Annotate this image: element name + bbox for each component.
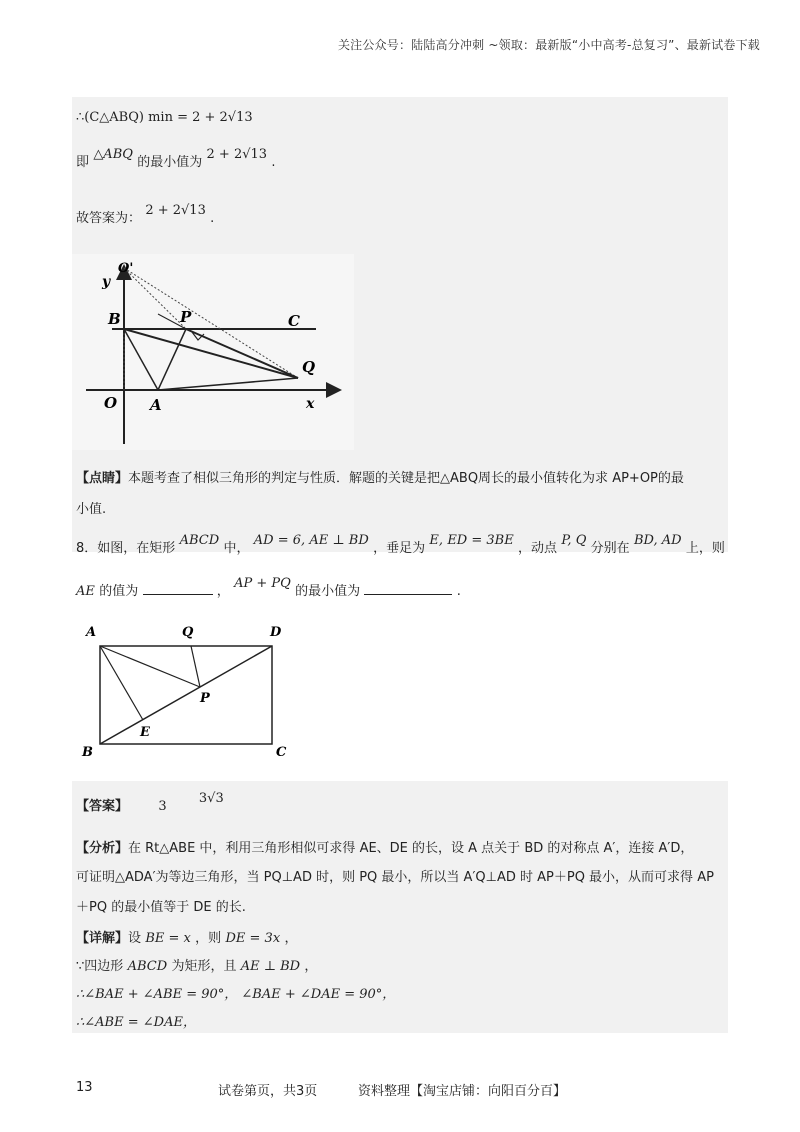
math-abcd-rect: ABCD [127, 959, 168, 974]
text: ，动点 [518, 541, 558, 556]
text: ，则 [195, 931, 222, 946]
label-c: C [276, 745, 287, 760]
text: 分别在 [590, 541, 630, 556]
text: 故答案为： [76, 211, 142, 226]
math-ap-pq: AP + PQ [234, 576, 291, 591]
solution-line-2 [76, 147, 276, 173]
text: 8．如图，在矩形 [76, 541, 176, 556]
segment-pq [186, 329, 298, 378]
label-x: x [306, 396, 315, 412]
footer-center: 试卷第页，共3页 [218, 1084, 318, 1099]
math-ad: AD = 6, [253, 533, 306, 548]
text: 设 [128, 931, 142, 946]
dotted-oprime-q [124, 268, 298, 378]
solution-line-3 [76, 203, 215, 229]
math-ae: AE [76, 584, 95, 599]
segment-bq [124, 329, 298, 378]
label-y: y [102, 274, 111, 290]
math-e: E, [429, 533, 444, 548]
label-q: Q [182, 625, 194, 640]
page-number: 13 [76, 1080, 93, 1095]
answer-tag: 【答案】 [76, 799, 129, 814]
text: 的最小值为 [295, 584, 361, 599]
math-be-x: BE = x [145, 931, 191, 946]
text: 的值为 [99, 584, 139, 599]
label-o-prime: O' [118, 261, 134, 276]
math-answer: 2 + 2√13 [145, 203, 206, 218]
answer-line [76, 791, 224, 817]
math-ae-perp-bd: AE ⊥ BD [309, 533, 369, 548]
label-b: B [82, 745, 93, 760]
detail-line-1 [76, 928, 297, 949]
label-p: P [180, 308, 192, 326]
comment-tag: 【点睛】 [76, 471, 129, 486]
problem-8-line-2 [76, 576, 461, 602]
label-b: B [108, 310, 121, 328]
label-o: O [104, 394, 118, 412]
text: ， [284, 931, 298, 946]
label-e: E [140, 725, 150, 740]
detail-line-2 [76, 956, 317, 977]
segment-ap [100, 646, 200, 687]
analysis-text-1: 在 Rt△ABE 中，利用三角形相似可求得 AE、DE 的长，设 A 点关于 BD 的对称点 A′，连接 A′D， [128, 841, 694, 856]
page-header: 关注公众号：陆陆高分冲刺 ~领取：最新版“小中高考-总复习”、最新试卷下载 [337, 38, 760, 52]
math-bd-ad: BD, AD [633, 533, 682, 548]
detail-tag: 【详解】 [76, 931, 129, 946]
figure-rectangle-diagram [78, 620, 298, 760]
comment-text-1: 本题考查了相似三角形的判定与性质．解题的关键是把△ABQ周长的最小值转化为求 AP+OP的最 [128, 471, 684, 486]
label-c: C [288, 312, 300, 330]
diagonal-bd [100, 646, 272, 744]
problem-8-line-1 [76, 533, 725, 559]
footer-right: 资料整理【淘宝店铺：向阳百分百】 [358, 1084, 567, 1099]
math-ed: ED = 3BE [447, 533, 514, 548]
figure-coordinate-diagram [72, 254, 354, 450]
text: ， [304, 959, 318, 974]
detail-line-3: ∴∠BAE + ∠ABE = 90°， ∠BAE + ∠DAE = 90°， [76, 987, 396, 1002]
label-a: A [150, 396, 162, 414]
figure-rectangle-svg [78, 620, 298, 760]
comment-line-2: 小值. [76, 502, 107, 517]
answer-blank-1[interactable] [143, 580, 213, 595]
answer-value-1: 3 [158, 799, 167, 814]
text: ，垂足为 [373, 541, 426, 556]
segment-ae [100, 646, 143, 720]
segment-ap [158, 329, 186, 390]
math-abcd: ABCD [179, 533, 220, 548]
text: 为矩形，且 [171, 959, 237, 974]
text: 上，则 [685, 541, 725, 556]
comment-line-1 [76, 468, 684, 489]
dotted-oprime-p [124, 268, 186, 329]
text: . [271, 155, 276, 170]
detail-line-4: ∴∠ABE = ∠DAE， [76, 1015, 196, 1030]
math-de-3x: DE = 3x [225, 931, 281, 946]
answer-value-2: 3√3 [198, 791, 224, 806]
figure-coordinate-svg [72, 254, 354, 450]
math-min-value: 2 + 2√13 [206, 147, 268, 162]
label-d: D [270, 625, 282, 640]
text: ， [216, 584, 230, 599]
math-triangle-abq: △ABQ [93, 147, 133, 162]
answer-blank-2[interactable] [364, 580, 452, 595]
analysis-line-1 [76, 838, 693, 859]
text: 中， [223, 541, 250, 556]
solution-line-1: ∴(C△ABQ) min = 2 + 2√13 [76, 110, 253, 125]
text: ∵四边形 [76, 959, 124, 974]
segment-aq [158, 378, 298, 390]
text: . [210, 211, 215, 226]
text: 的最小值为 [137, 155, 203, 170]
segment-pq [191, 646, 200, 687]
analysis-line-3: ＋PQ 的最小值等于 DE 的长. [76, 900, 246, 915]
label-a: A [86, 625, 97, 640]
text: 即 [76, 155, 90, 170]
analysis-line-2: 可证明△ADA′为等边三角形，当 PQ⊥AD 时，则 PQ 最小，所以当 A′Q⊥AD 时 AP＋PQ 最小，从而可求得 AP [76, 870, 714, 885]
label-p: P [200, 691, 210, 706]
label-q: Q [302, 358, 316, 376]
text: . [456, 584, 461, 599]
analysis-tag: 【分析】 [76, 841, 129, 856]
math-pq: P, Q [561, 533, 587, 548]
math-ae-perp: AE ⊥ BD [240, 959, 301, 974]
